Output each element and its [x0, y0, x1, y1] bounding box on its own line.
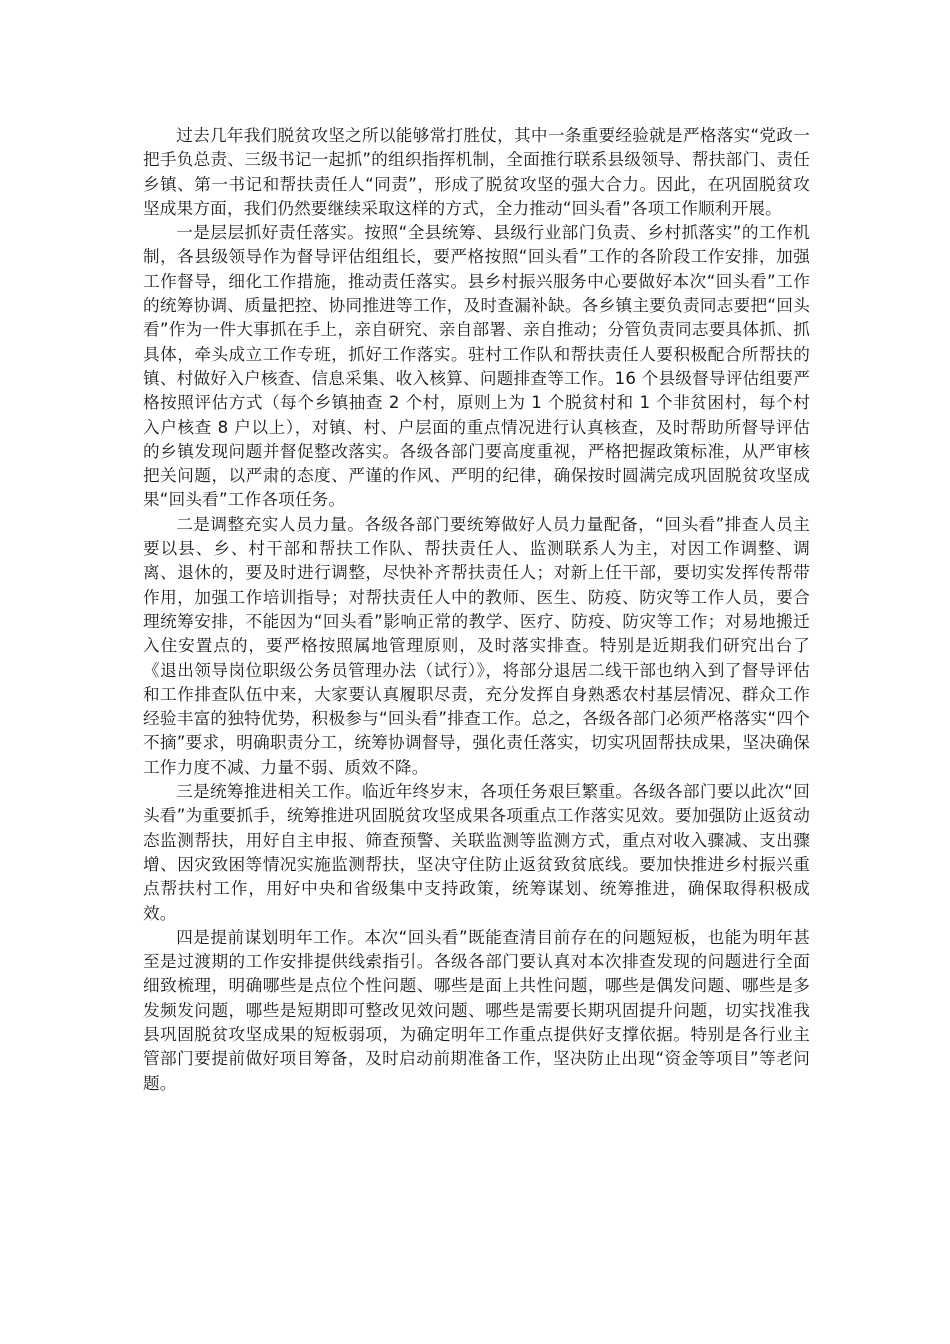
paragraph-personnel: 二是调整充实人员力量。各级各部门要统筹做好人员力量配备，“回头看”排查人员主要以县、乡、村干部和帮扶工作队、帮扶责任人、监测联系人为主，对因工作调整、调离、退休的，要及时进行调整，尽快补齐帮扶责任人；对新上任干部，要切实发挥传帮带作用，加强工作培训指导；对帮扶责任人中的教师、医生、防疫、防灾等工作人员，要合理统筹安排，不能因为“回头看”影响正常的教学、医疗、防疫、防灾等工作；对易地搬迁入住安置点的，要严格按照属地管理原则，及时落实排查。特别是近期我们研究出台了《退出领导岗位职级公务员管理办法（试行）》，将部分退居二线干部也纳入到了督导评估和工作排查队伍中来，大家要认真履职尽责，充分发挥自身熟悉农村基层情况、群众工作经验丰富的独特优势，积极参与“回头看”排查工作。总之，各级各部门必须严格落实“四个不摘”要求，明确职责分工，统筹协调督导，强化责任落实，切实巩固帮扶成果，坚决确保工作力度不减、力量不弱、质效不降。	[143, 514, 810, 777]
paragraph-planning: 四是提前谋划明年工作。本次“回头看”既能查清目前存在的问题短板，也能为明年甚至是过渡期的工作安排提供线索指引。各级各部门要认真对本次排查发现的问题进行全面细致梳理，明确哪些是点位个性问题、哪些是面上共性问题，哪些是偶发问题、哪些是多发频发问题，哪些是短期即可整改见效问题、哪些是需要长期巩固提升问题，切实找准我县巩固脱贫攻坚成果的短板弱项，为确定明年工作重点提供好支撑依据。特别是各行业主管部门要提前做好项目筹备，及时启动前期准备工作，坚决防止出现“资金等项目”等老问题。	[143, 927, 810, 1093]
paragraph-intro: 过去几年我们脱贫攻坚之所以能够常打胜仗，其中一条重要经验就是严格落实“党政一把手负总责、三级书记一起抓”的组织指挥机制，全面推行联系县级领导、帮扶部门、责任乡镇、第一书记和帮扶责任人“同责”，形成了脱贫攻坚的强大合力。因此，在巩固脱贫攻坚成果方面，我们仍然要继续采取这样的方式，全力推动“回头看”各项工作顺利开展。	[143, 126, 810, 218]
paragraph-responsibility: 一是层层抓好责任落实。按照“全县统筹、县级行业部门负责、乡村抓落实”的工作机制，各县级领导作为督导评估组组长，要严格按照“回头看”工作的各阶段工作安排，加强工作督导，细化工作措施，推动责任落实。县乡村振兴服务中心要做好本次“回头看”工作的统筹协调、质量把控、协同推进等工作，及时查漏补缺。各乡镇主要负责同志要把“回头看”作为一件大事抓在手上，亲自研究、亲自部署、亲自推动；分管负责同志要具体抓、抓具体，牵头成立工作专班，抓好工作落实。驻村工作队和帮扶责任人要积极配合所帮扶的镇、村做好入户核查、信息采集、收入核算、问题排查等工作。16 个县级督导评估组要严格按照评估方式（每个乡镇抽查 2 个村，原则上为 1 个脱贫村和 1 个非贫困村，每个村入户核查 8 户以上），对镇、村、户层面的重点情况进行认真核查，及时帮助所督导评估的乡镇发现问题并督促整改落实。各级各部门要高度重视，严格把握政策标准，从严审核把关问题，以严肃的态度、严谨的作风、严明的纪律，确保按时圆满完成巩固脱贫攻坚成果“回头看”工作各项任务。	[143, 223, 810, 510]
paragraph-coordination: 三是统筹推进相关工作。临近年终岁末，各项任务艰巨繁重。各级各部门要以此次“回头看”为重要抓手，统筹推进巩固脱贫攻坚成果各项重点工作落实见效。要加强防止返贫动态监测帮扶，用好自主申报、筛查预警、关联监测等监测方式，重点对收入骤减、支出骤增、因灾致困等情况实施监测帮扶，坚决守住防止返贫致贫底线。要加快推进乡村振兴重点帮扶村工作，用好中央和省级集中支持政策，统筹谋划、统筹推进，确保取得积极成效。	[143, 782, 810, 923]
document-page	[143, 124, 810, 1096]
